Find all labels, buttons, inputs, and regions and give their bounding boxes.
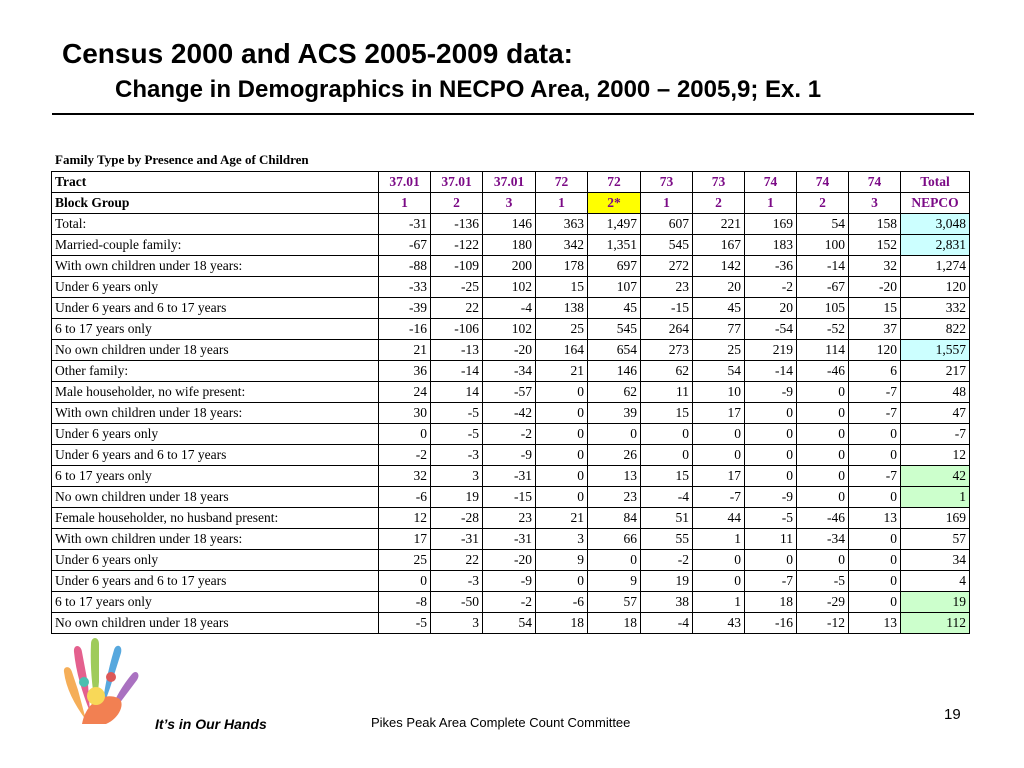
value-cell: 3: [431, 613, 483, 634]
table-body: [52, 172, 970, 634]
value-cell: -4: [483, 298, 536, 319]
value-cell: -67: [797, 277, 849, 298]
value-cell: 84: [588, 508, 641, 529]
value-cell: 654: [588, 340, 641, 361]
block-group-header-cell: 1: [745, 193, 797, 214]
value-cell: 15: [849, 298, 901, 319]
value-cell: 45: [588, 298, 641, 319]
value-cell: 25: [536, 319, 588, 340]
value-cell: 37: [849, 319, 901, 340]
value-cell: 13: [849, 508, 901, 529]
value-cell: -7: [849, 403, 901, 424]
table-row: [52, 214, 970, 235]
value-cell: 0: [379, 424, 431, 445]
value-cell: -13: [431, 340, 483, 361]
value-cell: 1: [693, 529, 745, 550]
value-cell: 0: [745, 550, 797, 571]
value-cell: 0: [536, 445, 588, 466]
value-cell: 55: [641, 529, 693, 550]
value-cell: 24: [379, 382, 431, 403]
total-cell: 4: [901, 571, 970, 592]
tract-header-cell: 73: [641, 172, 693, 193]
value-cell: 9: [588, 571, 641, 592]
value-cell: 142: [693, 256, 745, 277]
block-group-header-cell: 2*: [588, 193, 641, 214]
value-cell: 200: [483, 256, 536, 277]
value-cell: 0: [849, 445, 901, 466]
value-cell: 0: [745, 445, 797, 466]
value-cell: 1,497: [588, 214, 641, 235]
total-cell: 47: [901, 403, 970, 424]
value-cell: -34: [797, 529, 849, 550]
table-row: [52, 319, 970, 340]
value-cell: 14: [431, 382, 483, 403]
value-cell: -2: [483, 592, 536, 613]
value-cell: 0: [797, 550, 849, 571]
value-cell: 164: [536, 340, 588, 361]
block-group-header-cell: 1: [641, 193, 693, 214]
value-cell: 0: [849, 529, 901, 550]
value-cell: -50: [431, 592, 483, 613]
value-cell: 0: [641, 445, 693, 466]
value-cell: -14: [745, 361, 797, 382]
value-cell: -39: [379, 298, 431, 319]
tract-header-cell: 74: [745, 172, 797, 193]
value-cell: -20: [483, 550, 536, 571]
value-cell: -109: [431, 256, 483, 277]
value-cell: 17: [379, 529, 431, 550]
value-cell: 158: [849, 214, 901, 235]
value-cell: -8: [379, 592, 431, 613]
row-label: Married-couple family:: [52, 235, 379, 256]
value-cell: 0: [536, 571, 588, 592]
block-group-header-row: [52, 193, 970, 214]
value-cell: -29: [797, 592, 849, 613]
value-cell: -9: [483, 571, 536, 592]
value-cell: -5: [431, 424, 483, 445]
value-cell: -3: [431, 571, 483, 592]
value-cell: -7: [849, 466, 901, 487]
tract-header-cell: 74: [849, 172, 901, 193]
block-group-header-cell: 1: [536, 193, 588, 214]
value-cell: 15: [641, 466, 693, 487]
table-row: [52, 424, 970, 445]
total-cell: 1,557: [901, 340, 970, 361]
value-cell: 100: [797, 235, 849, 256]
value-cell: 62: [588, 382, 641, 403]
value-cell: 1: [693, 592, 745, 613]
value-cell: 264: [641, 319, 693, 340]
value-cell: 45: [693, 298, 745, 319]
value-cell: 272: [641, 256, 693, 277]
value-cell: 10: [693, 382, 745, 403]
row-label: Under 6 years only: [52, 550, 379, 571]
tract-header-cell: 37.01: [483, 172, 536, 193]
table-row: [52, 445, 970, 466]
value-cell: 0: [797, 403, 849, 424]
table-row: [52, 466, 970, 487]
row-label: Under 6 years and 6 to 17 years: [52, 445, 379, 466]
value-cell: -2: [641, 550, 693, 571]
value-cell: -33: [379, 277, 431, 298]
value-cell: -7: [693, 487, 745, 508]
value-cell: -34: [483, 361, 536, 382]
tract-header-cell: 37.01: [431, 172, 483, 193]
value-cell: 0: [797, 466, 849, 487]
value-cell: 18: [536, 613, 588, 634]
table-row: [52, 592, 970, 613]
hands-logo-icon: [56, 632, 140, 730]
value-cell: 167: [693, 235, 745, 256]
value-cell: 0: [693, 424, 745, 445]
total-cell: 169: [901, 508, 970, 529]
row-label: Under 6 years and 6 to 17 years: [52, 298, 379, 319]
row-label: With own children under 18 years:: [52, 529, 379, 550]
value-cell: 146: [588, 361, 641, 382]
total-cell: 217: [901, 361, 970, 382]
value-cell: 12: [379, 508, 431, 529]
value-cell: -2: [483, 424, 536, 445]
total-cell: 332: [901, 298, 970, 319]
value-cell: 0: [693, 445, 745, 466]
value-cell: -106: [431, 319, 483, 340]
total-cell: 112: [901, 613, 970, 634]
value-cell: 0: [797, 424, 849, 445]
value-cell: 0: [588, 424, 641, 445]
table-row: [52, 382, 970, 403]
value-cell: 1,351: [588, 235, 641, 256]
value-cell: 3: [536, 529, 588, 550]
block-group-header-cell: 1: [379, 193, 431, 214]
row-label: With own children under 18 years:: [52, 403, 379, 424]
value-cell: 36: [379, 361, 431, 382]
value-cell: 363: [536, 214, 588, 235]
value-cell: 17: [693, 403, 745, 424]
row-label: 6 to 17 years only: [52, 319, 379, 340]
value-cell: 77: [693, 319, 745, 340]
value-cell: 0: [849, 592, 901, 613]
table-row: [52, 613, 970, 634]
value-cell: 39: [588, 403, 641, 424]
block-group-header-cell: 2: [797, 193, 849, 214]
value-cell: 105: [797, 298, 849, 319]
value-cell: 57: [588, 592, 641, 613]
value-cell: 273: [641, 340, 693, 361]
value-cell: 114: [797, 340, 849, 361]
block-group-header-cell: 2: [431, 193, 483, 214]
value-cell: 19: [431, 487, 483, 508]
value-cell: 102: [483, 277, 536, 298]
title-divider: [52, 113, 974, 115]
value-cell: 107: [588, 277, 641, 298]
page-number: 19: [944, 706, 961, 723]
value-cell: 44: [693, 508, 745, 529]
value-cell: -9: [483, 445, 536, 466]
value-cell: -25: [431, 277, 483, 298]
value-cell: -14: [431, 361, 483, 382]
value-cell: 221: [693, 214, 745, 235]
value-cell: 178: [536, 256, 588, 277]
value-cell: -6: [536, 592, 588, 613]
value-cell: 26: [588, 445, 641, 466]
row-label: 6 to 17 years only: [52, 592, 379, 613]
value-cell: 43: [693, 613, 745, 634]
row-label: No own children under 18 years: [52, 487, 379, 508]
table-row: [52, 361, 970, 382]
value-cell: 17: [693, 466, 745, 487]
row-label: 6 to 17 years only: [52, 466, 379, 487]
value-cell: 21: [379, 340, 431, 361]
value-cell: -9: [745, 382, 797, 403]
value-cell: -31: [483, 529, 536, 550]
value-cell: 15: [536, 277, 588, 298]
tract-header-cell: 73: [693, 172, 745, 193]
value-cell: 23: [588, 487, 641, 508]
value-cell: -67: [379, 235, 431, 256]
value-cell: 120: [849, 340, 901, 361]
value-cell: 0: [379, 571, 431, 592]
table-row: [52, 235, 970, 256]
table-row: [52, 550, 970, 571]
value-cell: -14: [797, 256, 849, 277]
value-cell: 30: [379, 403, 431, 424]
value-cell: 32: [849, 256, 901, 277]
value-cell: 66: [588, 529, 641, 550]
table-row: [52, 571, 970, 592]
tract-header-cell: 74: [797, 172, 849, 193]
value-cell: 22: [431, 298, 483, 319]
value-cell: -20: [483, 340, 536, 361]
block-group-header-cell: 3: [483, 193, 536, 214]
value-cell: 20: [693, 277, 745, 298]
value-cell: 607: [641, 214, 693, 235]
total-cell: 1: [901, 487, 970, 508]
value-cell: 25: [379, 550, 431, 571]
value-cell: 342: [536, 235, 588, 256]
total-cell: 822: [901, 319, 970, 340]
value-cell: 0: [745, 424, 797, 445]
value-cell: 20: [745, 298, 797, 319]
value-cell: 3: [431, 466, 483, 487]
value-cell: 9: [536, 550, 588, 571]
row-label: Other family:: [52, 361, 379, 382]
value-cell: -16: [379, 319, 431, 340]
value-cell: 11: [641, 382, 693, 403]
value-cell: -54: [745, 319, 797, 340]
value-cell: 25: [693, 340, 745, 361]
value-cell: 51: [641, 508, 693, 529]
value-cell: -5: [379, 613, 431, 634]
value-cell: -46: [797, 508, 849, 529]
row-label: No own children under 18 years: [52, 613, 379, 634]
value-cell: 54: [483, 613, 536, 634]
value-cell: 22: [431, 550, 483, 571]
value-cell: -12: [797, 613, 849, 634]
value-cell: -7: [849, 382, 901, 403]
value-cell: -2: [745, 277, 797, 298]
value-cell: 0: [588, 550, 641, 571]
total-cell: 19: [901, 592, 970, 613]
value-cell: -15: [483, 487, 536, 508]
value-cell: -7: [745, 571, 797, 592]
row-label: Under 6 years and 6 to 17 years: [52, 571, 379, 592]
value-cell: 0: [797, 382, 849, 403]
total-cell: 48: [901, 382, 970, 403]
value-cell: 54: [693, 361, 745, 382]
value-cell: 0: [849, 550, 901, 571]
value-cell: -6: [379, 487, 431, 508]
tract-header-row: [52, 172, 970, 193]
row-label: Total:: [52, 214, 379, 235]
value-cell: 152: [849, 235, 901, 256]
value-cell: 0: [693, 571, 745, 592]
value-cell: -122: [431, 235, 483, 256]
table-row: [52, 487, 970, 508]
table-row: [52, 508, 970, 529]
total-cell: 42: [901, 466, 970, 487]
value-cell: 545: [641, 235, 693, 256]
total-cell: -7: [901, 424, 970, 445]
value-cell: 0: [745, 403, 797, 424]
value-cell: 0: [536, 382, 588, 403]
value-cell: 32: [379, 466, 431, 487]
value-cell: -5: [797, 571, 849, 592]
tract-header-label: Tract: [52, 172, 379, 193]
value-cell: 102: [483, 319, 536, 340]
table-caption: Family Type by Presence and Age of Children: [55, 152, 309, 167]
value-cell: 21: [536, 508, 588, 529]
total-cell: 34: [901, 550, 970, 571]
value-cell: 13: [849, 613, 901, 634]
value-cell: 18: [588, 613, 641, 634]
row-label: Under 6 years only: [52, 277, 379, 298]
table-row: [52, 529, 970, 550]
block-group-header-cell: NEPCO: [901, 193, 970, 214]
value-cell: 545: [588, 319, 641, 340]
value-cell: 18: [745, 592, 797, 613]
total-cell: 57: [901, 529, 970, 550]
block-group-header-cell: 3: [849, 193, 901, 214]
value-cell: 0: [536, 424, 588, 445]
value-cell: -36: [745, 256, 797, 277]
value-cell: 11: [745, 529, 797, 550]
row-label: Female householder, no husband present:: [52, 508, 379, 529]
value-cell: 62: [641, 361, 693, 382]
block-group-header-label: Block Group: [52, 193, 379, 214]
value-cell: 0: [536, 403, 588, 424]
value-cell: -15: [641, 298, 693, 319]
tract-header-cell: 72: [536, 172, 588, 193]
value-cell: -4: [641, 613, 693, 634]
value-cell: -31: [431, 529, 483, 550]
value-cell: -28: [431, 508, 483, 529]
tract-header-cell: 72: [588, 172, 641, 193]
slide-subtitle: Change in Demographics in NECPO Area, 2000 – 2005,9; Ex. 1: [115, 76, 822, 103]
value-cell: -31: [483, 466, 536, 487]
value-cell: 138: [536, 298, 588, 319]
tract-header-cell: 37.01: [379, 172, 431, 193]
value-cell: 21: [536, 361, 588, 382]
value-cell: -4: [641, 487, 693, 508]
value-cell: 0: [536, 487, 588, 508]
table-row: [52, 340, 970, 361]
value-cell: -16: [745, 613, 797, 634]
value-cell: 146: [483, 214, 536, 235]
demographics-table: [51, 171, 970, 634]
value-cell: 697: [588, 256, 641, 277]
value-cell: -9: [745, 487, 797, 508]
value-cell: -136: [431, 214, 483, 235]
footer-tagline: It’s in Our Hands: [155, 716, 267, 732]
table-row: [52, 256, 970, 277]
table-row: [52, 403, 970, 424]
value-cell: -42: [483, 403, 536, 424]
value-cell: 6: [849, 361, 901, 382]
value-cell: 0: [641, 424, 693, 445]
total-cell: 3,048: [901, 214, 970, 235]
table-row: [52, 298, 970, 319]
value-cell: 169: [745, 214, 797, 235]
tract-header-cell: Total: [901, 172, 970, 193]
total-cell: 12: [901, 445, 970, 466]
value-cell: 0: [536, 466, 588, 487]
value-cell: 180: [483, 235, 536, 256]
value-cell: -20: [849, 277, 901, 298]
value-cell: 0: [745, 466, 797, 487]
value-cell: -2: [379, 445, 431, 466]
value-cell: 0: [849, 487, 901, 508]
row-label: Under 6 years only: [52, 424, 379, 445]
value-cell: 15: [641, 403, 693, 424]
value-cell: -57: [483, 382, 536, 403]
value-cell: 19: [641, 571, 693, 592]
value-cell: 0: [849, 571, 901, 592]
value-cell: 0: [797, 445, 849, 466]
value-cell: -5: [745, 508, 797, 529]
value-cell: 0: [693, 550, 745, 571]
value-cell: 23: [641, 277, 693, 298]
row-label: With own children under 18 years:: [52, 256, 379, 277]
value-cell: -52: [797, 319, 849, 340]
value-cell: 38: [641, 592, 693, 613]
block-group-header-cell: 2: [693, 193, 745, 214]
total-cell: 1,274: [901, 256, 970, 277]
value-cell: -88: [379, 256, 431, 277]
value-cell: 54: [797, 214, 849, 235]
value-cell: 0: [849, 424, 901, 445]
value-cell: 183: [745, 235, 797, 256]
value-cell: -46: [797, 361, 849, 382]
value-cell: 219: [745, 340, 797, 361]
footer-organization: Pikes Peak Area Complete Count Committee: [371, 715, 631, 730]
value-cell: -3: [431, 445, 483, 466]
value-cell: 23: [483, 508, 536, 529]
value-cell: -5: [431, 403, 483, 424]
table-row: [52, 277, 970, 298]
value-cell: -31: [379, 214, 431, 235]
row-label: Male householder, no wife present:: [52, 382, 379, 403]
total-cell: 120: [901, 277, 970, 298]
total-cell: 2,831: [901, 235, 970, 256]
slide-title: Census 2000 and ACS 2005-2009 data:: [62, 38, 573, 69]
value-cell: 0: [797, 487, 849, 508]
row-label: No own children under 18 years: [52, 340, 379, 361]
value-cell: 13: [588, 466, 641, 487]
